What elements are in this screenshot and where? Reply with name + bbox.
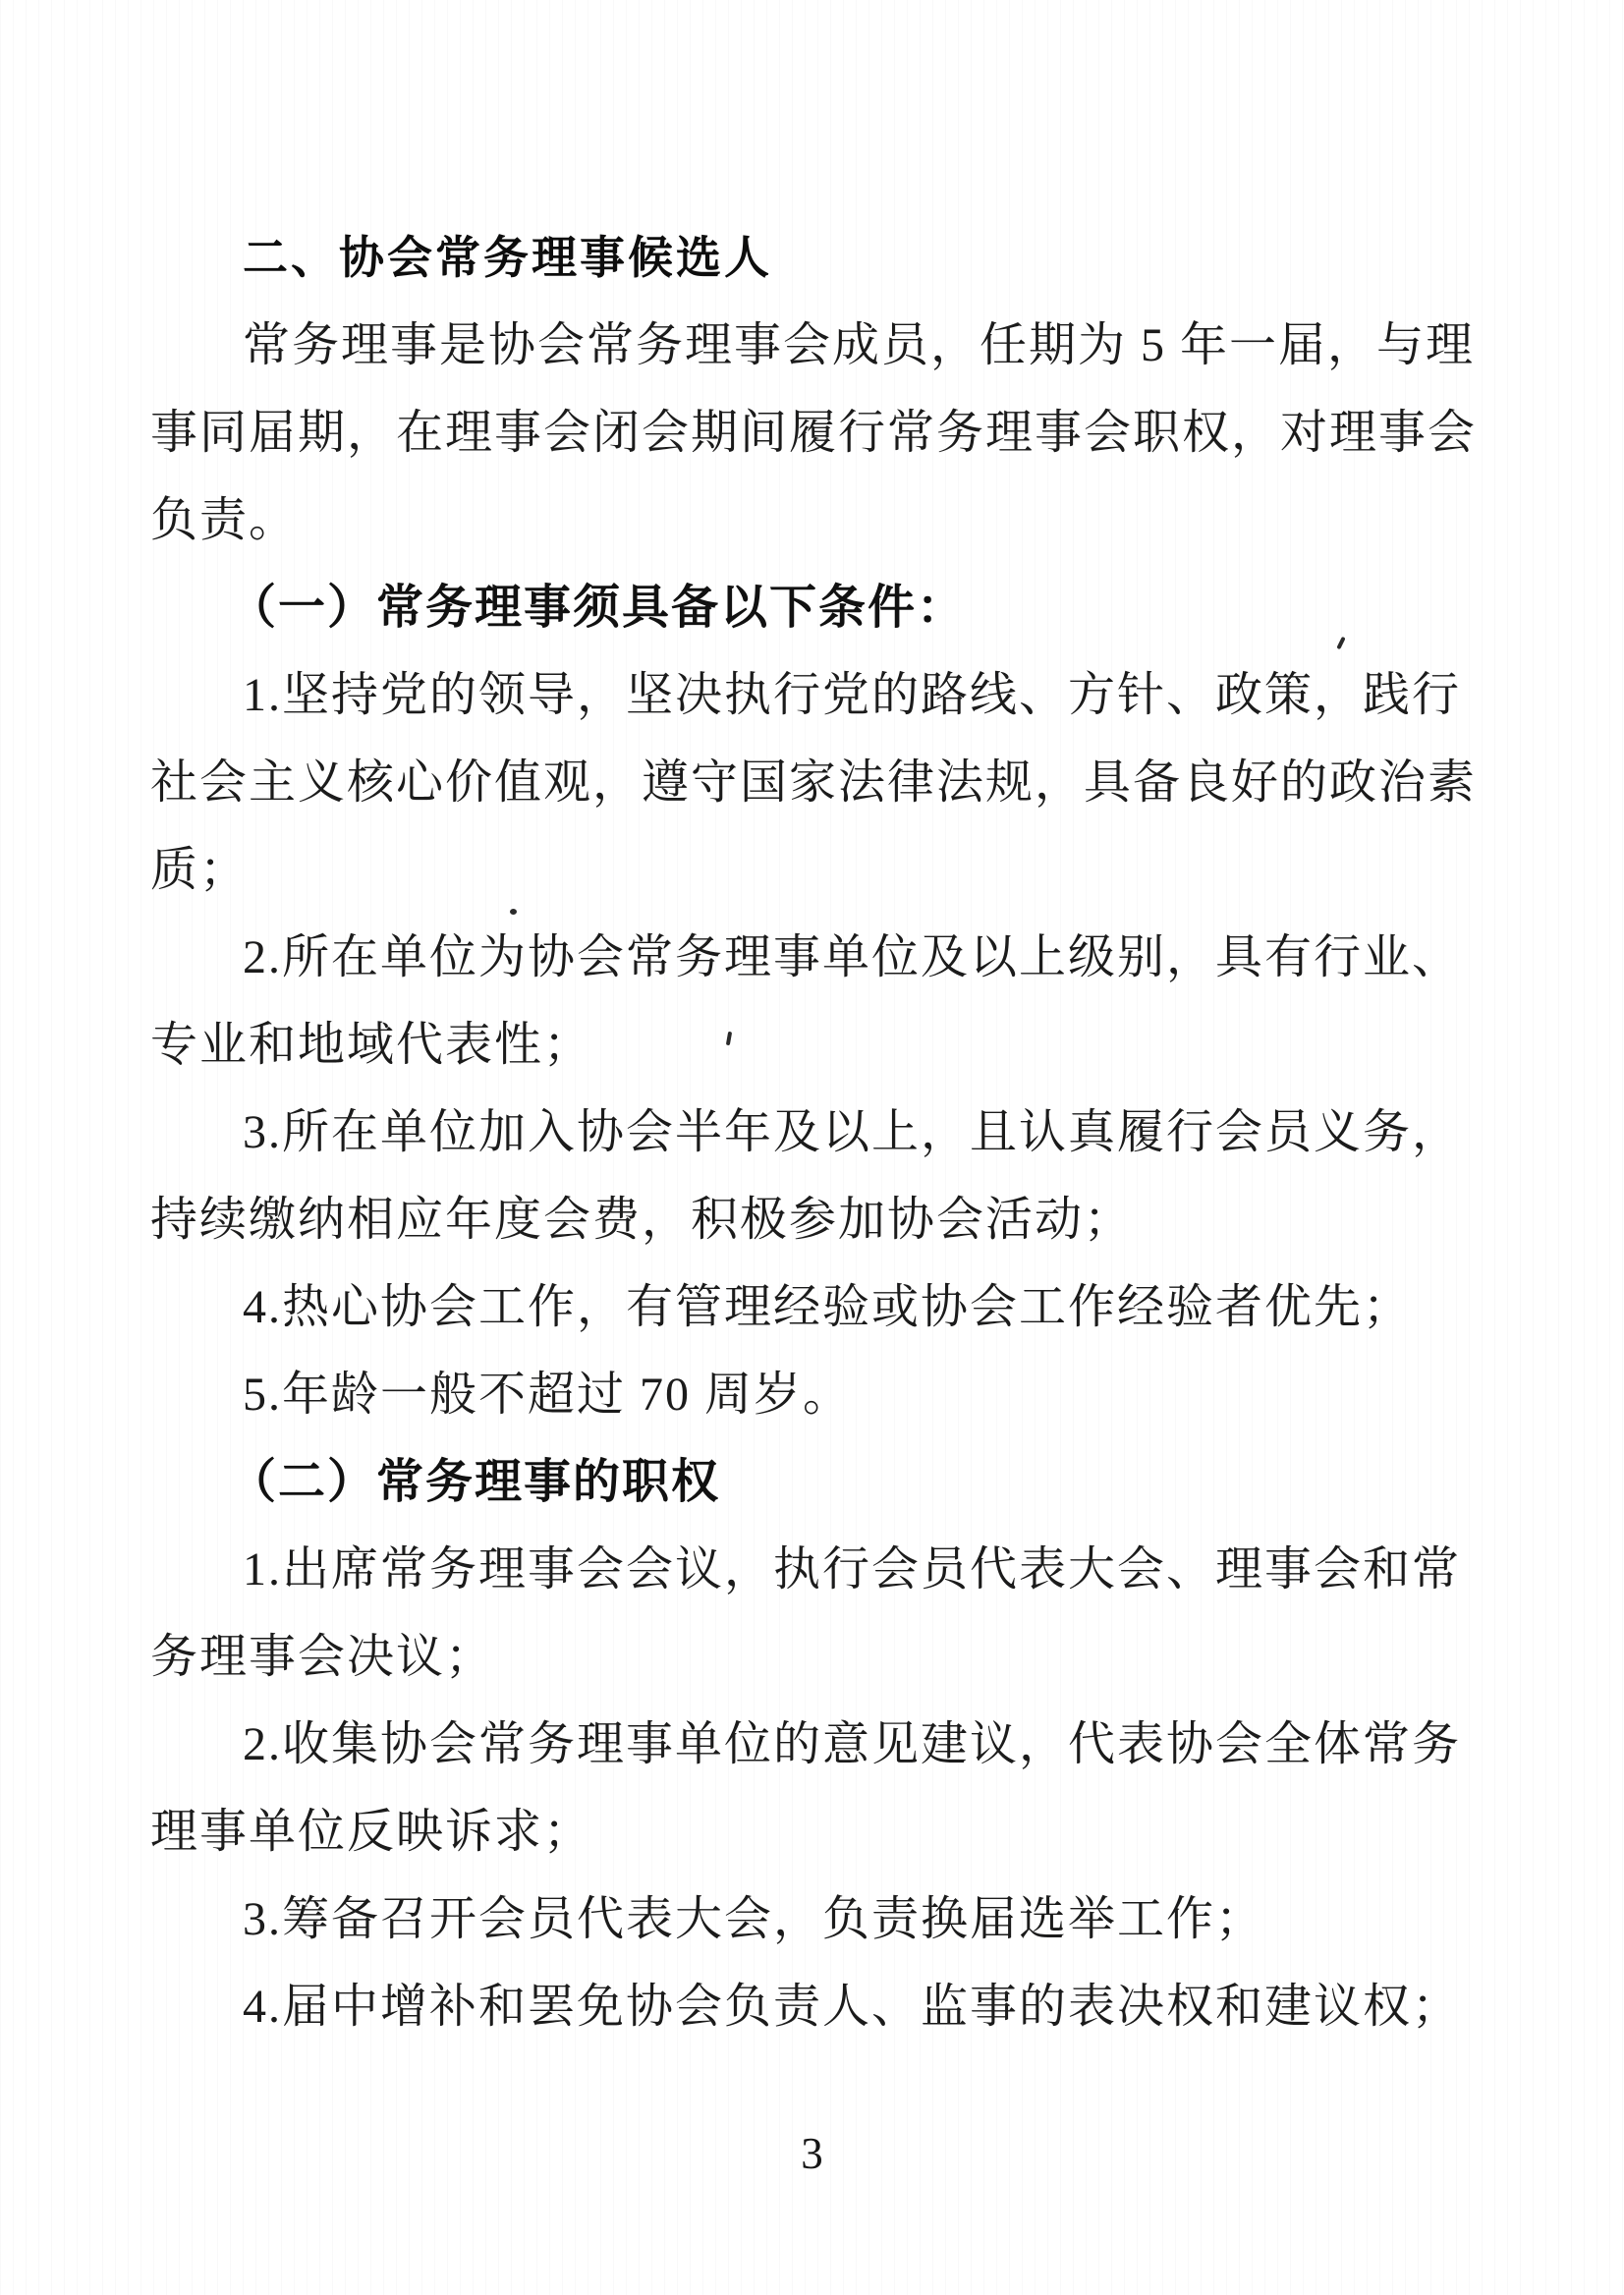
- text-line: 2.所在单位为协会常务理事单位及以上级别，具有行业、: [243, 931, 1462, 983]
- text-line: 持续缴纳相应年度会费，积极参加协会活动；: [150, 1194, 1134, 1246]
- page-number: 3: [801, 2129, 823, 2178]
- section-title: 二、协会常务理事候选人: [243, 232, 772, 283]
- text-line: 负责。: [150, 494, 299, 546]
- sub-heading: （二）常务理事的职权: [229, 1456, 721, 1508]
- text-line: 4.届中增补和罢免协会负责人、监事的表决权和建议权；: [243, 1981, 1462, 2033]
- text-line: 专业和地域代表性；: [150, 1019, 593, 1071]
- text-line: 事同届期，在理事会闭会期间履行常务理事会职权，对理事会: [150, 407, 1478, 459]
- text-line: 3.筹备召开会员代表大会，负责换届选举工作；: [243, 1893, 1265, 1945]
- text-line: 1.坚持党的领导，坚决执行党的路线、方针、政策，践行: [243, 669, 1462, 721]
- text-line: 4.热心协会工作，有管理经验或协会工作经验者优先；: [243, 1281, 1413, 1333]
- text-line: 质；: [150, 844, 250, 896]
- text-line: 2.收集协会常务理事单位的意见建议，代表协会全体常务: [243, 1718, 1462, 1770]
- text-line: 社会主义核心价值观，遵守国家法律法规，具备良好的政治素: [150, 756, 1478, 809]
- document-body: [150, 214, 1486, 2050]
- text-line: 常务理事是协会常务理事会成员，任期为 5 年一届，与理: [243, 319, 1476, 371]
- text-line: 3.所在单位加入协会半年及以上，且认真履行会员义务，: [243, 1106, 1462, 1158]
- text-line: 理事单位反映诉求；: [150, 1806, 593, 1858]
- sub-heading: （一）常务理事须具备以下条件：: [229, 582, 967, 634]
- text-line: 5.年龄一般不超过 70 周岁。: [243, 1369, 853, 1421]
- scan-speck: [510, 909, 517, 915]
- text-line: 1.出席常务理事会会议，执行会员代表大会、理事会和常: [243, 1543, 1462, 1595]
- text-line: 务理事会决议；: [150, 1631, 495, 1683]
